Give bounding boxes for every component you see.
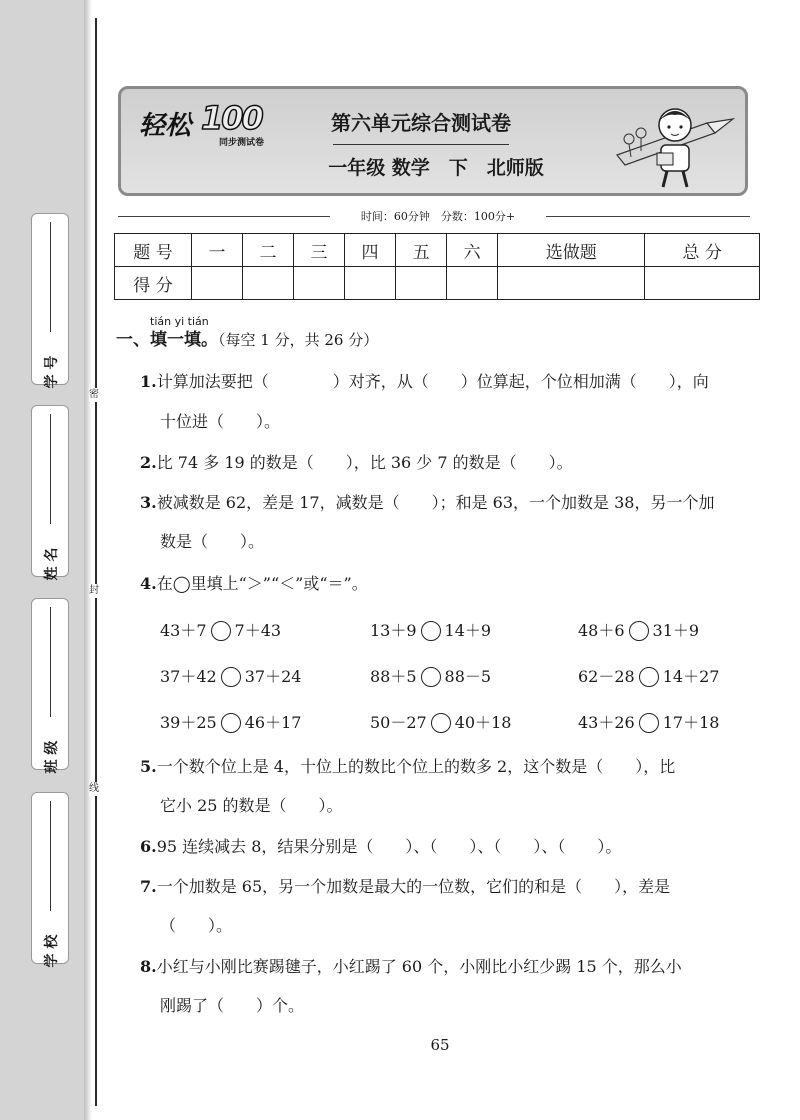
field-label: 班 级 <box>44 740 60 774</box>
question-text: 一个数个位上是 4，十位上的数比个位上的数多 2，这个数是（ ），比 <box>156 757 676 776</box>
answer-circle[interactable] <box>421 621 441 641</box>
exam-info-row <box>118 208 750 224</box>
divider <box>118 216 330 217</box>
compare-left: 50－27 <box>370 713 427 732</box>
answer-circle[interactable] <box>221 667 241 687</box>
question-text: 小红与小刚比赛踢毽子，小红踢了 60 个，小刚比小红少踢 15 个，那么小 <box>156 957 682 976</box>
score-input-cell[interactable] <box>645 267 760 300</box>
compare-right: 17＋18 <box>662 713 720 732</box>
table-cell: 总 分 <box>645 234 760 267</box>
student-number-field[interactable] <box>31 213 69 389</box>
write-line <box>50 414 51 524</box>
title-divider <box>333 144 509 145</box>
table-cell: 题 号 <box>115 234 192 267</box>
field-label: 学 校 <box>44 934 60 968</box>
compare-left: 62－28 <box>578 667 635 686</box>
question-3-cont: 数是（ ）。 <box>160 532 265 551</box>
field-label: 学 号 <box>44 355 60 389</box>
question-1-cont: 十位进（ ）。 <box>160 412 281 431</box>
question-number: 6. <box>140 837 157 856</box>
question-8 <box>140 957 682 977</box>
table-cell: 三 <box>294 234 345 267</box>
question-text: 在◯里填上“＞”“＜”或“＝”。 <box>156 574 368 593</box>
student-mascot-icon <box>611 93 739 191</box>
question-7-cont: （ ）。 <box>160 916 233 935</box>
compare-left: 43＋26 <box>578 713 635 732</box>
question-number: 4. <box>140 574 157 593</box>
question-6 <box>140 837 621 857</box>
question-text: 计算加法要把（ ）对齐，从（ ）位算起，个位相加满（ ），向 <box>156 372 709 391</box>
score-input-cell[interactable] <box>243 267 294 300</box>
compare-left: 48＋6 <box>578 621 625 640</box>
compare-item <box>578 712 719 734</box>
page-number: 65 <box>430 1036 450 1054</box>
compare-item <box>160 620 281 642</box>
question-number: 2. <box>140 453 157 472</box>
compare-item <box>578 666 719 688</box>
question-3 <box>140 493 715 513</box>
score-row <box>115 267 760 300</box>
seal-mark-feng: 封 <box>89 585 99 596</box>
score-table <box>114 233 760 300</box>
divider <box>546 216 750 217</box>
score-input-cell[interactable] <box>345 267 396 300</box>
write-line <box>50 607 51 717</box>
compare-item <box>370 620 491 642</box>
question-number: 3. <box>140 493 157 512</box>
write-line <box>50 801 51 911</box>
compare-right: 7＋43 <box>234 621 282 640</box>
logo-text: 轻松 <box>139 111 192 141</box>
table-cell: 五 <box>396 234 447 267</box>
logo-number: 100 <box>201 99 262 137</box>
gutter-shadow <box>84 0 92 1120</box>
compare-right: 40＋18 <box>454 713 512 732</box>
seal-mark-mi: 密 <box>89 389 99 400</box>
table-cell: 得 分 <box>115 267 192 300</box>
compare-right: 37＋24 <box>244 667 302 686</box>
compare-left: 39＋25 <box>160 713 217 732</box>
question-5-cont: 它小 25 的数是（ ）。 <box>160 796 343 815</box>
table-header-row <box>115 234 760 267</box>
answer-circle[interactable] <box>639 713 659 733</box>
binding-line <box>95 18 97 1106</box>
question-number: 8. <box>140 957 157 976</box>
question-number: 1. <box>140 372 157 391</box>
compare-right: 46＋17 <box>244 713 302 732</box>
answer-circle[interactable] <box>211 621 231 641</box>
question-1 <box>140 372 709 392</box>
section-title: 一、填一填。 <box>116 330 218 350</box>
score-input-cell[interactable] <box>294 267 345 300</box>
header-banner <box>118 86 748 196</box>
write-line <box>50 222 51 332</box>
answer-circle[interactable] <box>421 667 441 687</box>
score-input-cell[interactable] <box>192 267 243 300</box>
question-5 <box>140 757 675 777</box>
section-heading <box>116 330 378 350</box>
section-score-note: （每空 1 分，共 26 分） <box>218 331 379 349</box>
score-input-cell[interactable] <box>396 267 447 300</box>
score-input-cell[interactable] <box>447 267 498 300</box>
compare-left: 37＋42 <box>160 667 217 686</box>
compare-item <box>370 666 491 688</box>
compare-right: 14＋9 <box>444 621 492 640</box>
compare-left: 88＋5 <box>370 667 417 686</box>
table-cell: 一 <box>192 234 243 267</box>
seal-mark-xian: 线 <box>89 783 99 794</box>
compare-item <box>370 712 511 734</box>
table-cell: 四 <box>345 234 396 267</box>
table-cell: 二 <box>243 234 294 267</box>
page-subtitle: 一年级 数学 下 北师版 <box>328 157 544 179</box>
compare-left: 13＋9 <box>370 621 417 640</box>
field-label: 姓 名 <box>44 547 60 581</box>
compare-item <box>160 666 301 688</box>
question-text: 比 74 多 19 的数是（ ），比 36 少 7 的数是（ ）。 <box>156 453 573 472</box>
answer-circle[interactable] <box>639 667 659 687</box>
brand-logo <box>139 99 309 149</box>
answer-circle[interactable] <box>629 621 649 641</box>
question-8-cont: 刚踢了（ ）个。 <box>160 996 305 1015</box>
question-7 <box>140 877 670 897</box>
question-text: 95 连续减去 8，结果分别是（ ）、（ ）、（ ）、（ ）。 <box>156 837 622 856</box>
pinyin-annotation: tián yi tián <box>150 315 209 328</box>
compare-item <box>160 712 301 734</box>
logo-subtitle: 同步测试卷 <box>219 138 265 148</box>
table-cell: 选做题 <box>498 234 645 267</box>
question-number: 5. <box>140 757 157 776</box>
compare-item <box>578 620 699 642</box>
class-field[interactable] <box>31 598 69 774</box>
time-info: 时间：60分钟 分数：100分+ <box>360 210 516 223</box>
question-number: 7. <box>140 877 157 896</box>
score-input-cell[interactable] <box>498 267 645 300</box>
page-title: 第六单元综合测试卷 <box>331 111 511 135</box>
question-2 <box>140 453 573 473</box>
student-name-field[interactable] <box>31 405 69 581</box>
compare-right: 88－5 <box>444 667 492 686</box>
compare-right: 31＋9 <box>652 621 700 640</box>
question-4 <box>140 574 368 594</box>
question-text: 一个加数是 65，另一个加数是最大的一位数，它们的和是（ ），差是 <box>156 877 671 896</box>
compare-left: 43＋7 <box>160 621 207 640</box>
table-cell: 六 <box>447 234 498 267</box>
school-field[interactable] <box>31 792 69 968</box>
compare-right: 14＋27 <box>662 667 720 686</box>
question-text: 被减数是 62，差是 17，减数是（ ）；和是 63，一个加数是 38，另一个加 <box>156 493 715 512</box>
answer-circle[interactable] <box>221 713 241 733</box>
answer-circle[interactable] <box>431 713 451 733</box>
